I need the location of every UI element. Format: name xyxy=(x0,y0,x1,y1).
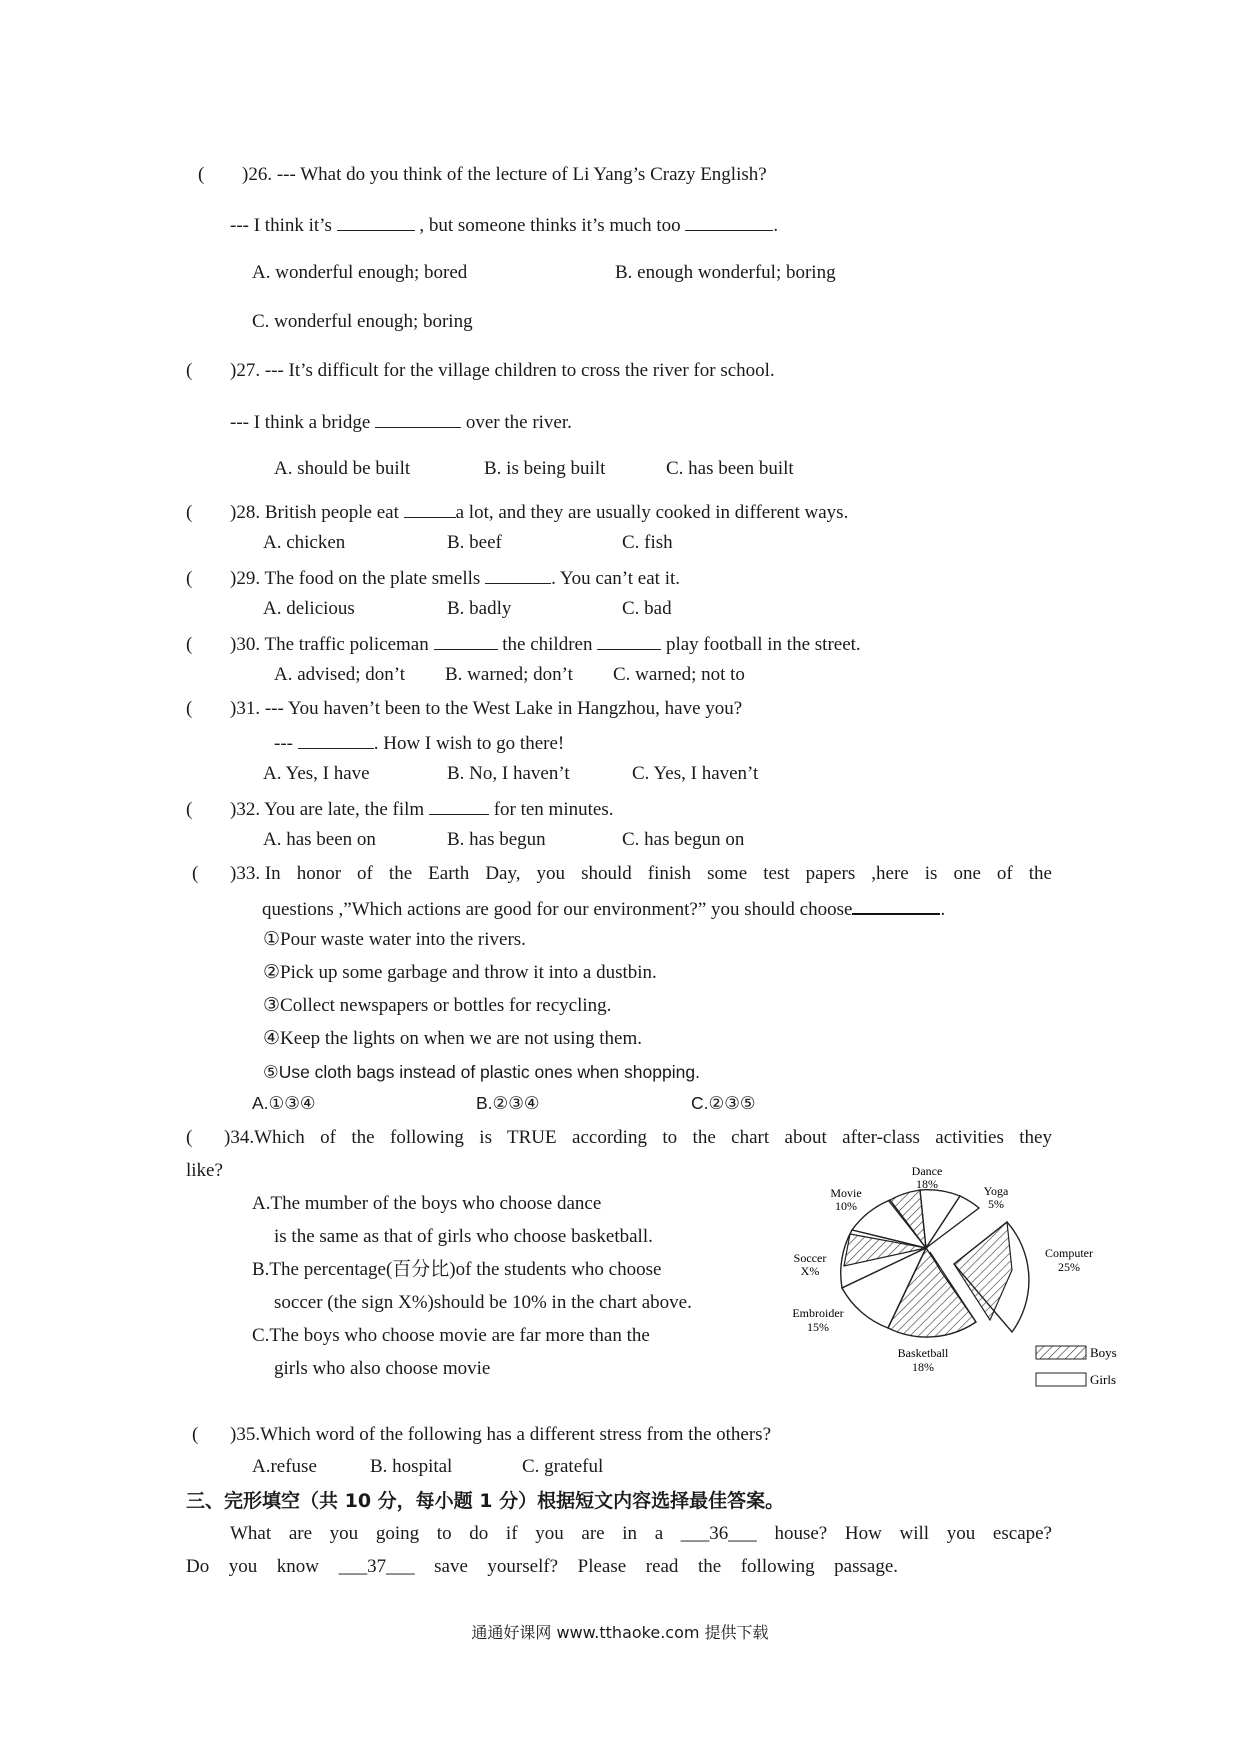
q32-option-c: C. has begun on xyxy=(622,829,745,850)
blank xyxy=(375,409,461,428)
blank xyxy=(597,631,661,650)
question-33-line2: questions ,”Which actions are good for our environment?” you should choose . xyxy=(262,895,945,922)
value-soccer: X% xyxy=(800,1264,820,1278)
question-27-reply: --- I think a bridge over the river. xyxy=(230,409,572,435)
q35-option-b: B. hospital xyxy=(370,1456,453,1477)
answer-bracket[interactable]: ( xyxy=(186,634,193,655)
answer-bracket[interactable]: ( xyxy=(186,568,193,589)
blank xyxy=(429,796,489,815)
q30-option-c: C. warned; not to xyxy=(613,664,745,685)
value-movie: 10% xyxy=(835,1199,857,1213)
q33-option-c: C.②③⑤ xyxy=(691,1093,756,1113)
q33-item-2: ②Pick up some garbage and throw it into a dustbin. xyxy=(263,962,657,983)
question-26-reply: --- I think it’s , but someone thinks it’s much too . xyxy=(230,212,778,238)
question-29-stem: ( )29. The food on the plate smells . You can’t eat it. xyxy=(186,565,680,591)
activities-pie-chart xyxy=(780,1160,1130,1395)
blank xyxy=(685,212,773,231)
blank xyxy=(852,895,940,915)
answer-bracket[interactable]: ( xyxy=(192,1424,199,1445)
blank xyxy=(404,499,456,518)
q28-option-c: C. fish xyxy=(622,532,673,553)
q28-option-b: B. beef xyxy=(447,532,502,553)
question-26-stem: ( )26. --- What do you think of the lecture of Li Yang’s Crazy English? xyxy=(198,164,767,185)
question-31-reply: --- . How I wish to go there! xyxy=(274,730,564,756)
value-computer: 25% xyxy=(1058,1260,1080,1274)
q34-option-a-line2: is the same as that of girls who choose basketball. xyxy=(274,1226,653,1247)
q34-option-a-line1: A.The mumber of the boys who choose dance xyxy=(252,1193,602,1214)
value-embroider: 15% xyxy=(807,1320,829,1334)
q32-option-a: A. has been on xyxy=(263,829,376,850)
blank xyxy=(337,212,415,231)
q29-option-b: B. badly xyxy=(447,598,512,619)
question-34-stem: ( ) 34. Which of the following is TRUE according to the chart about after-class activities they xyxy=(186,1127,1052,1148)
q35-option-a: A.refuse xyxy=(252,1456,317,1477)
section-3-heading: 三、完形填空（共 10 分，每小题 1 分）根据短文内容选择最佳答案。 xyxy=(186,1490,785,1512)
question-27-stem: ( )27. --- It’s difficult for the village children to cross the river for school. xyxy=(186,360,775,381)
q30-option-a: A. advised; don’t xyxy=(274,664,406,685)
value-yoga: 5% xyxy=(988,1197,1004,1211)
q31-option-a: A. Yes, I have xyxy=(263,763,370,784)
answer-bracket[interactable]: ( xyxy=(186,799,193,820)
blank xyxy=(485,565,551,584)
q26-option-a: A. wonderful enough; bored xyxy=(252,262,468,283)
q26-option-c: C. wonderful enough; boring xyxy=(252,311,473,332)
label-embroider: Embroider xyxy=(792,1306,844,1320)
value-basketball: 18% xyxy=(912,1360,934,1374)
label-basketball: Basketball xyxy=(897,1346,949,1360)
question-35-stem: ( )35.Which word of the following has a different stress from the others? xyxy=(192,1424,771,1445)
q34-option-b-line1: B.The percentage(百分比)of the students who choose xyxy=(252,1259,662,1280)
page-footer: 通通好课网 www.tthaoke.com 提供下载 xyxy=(471,1623,769,1642)
label-soccer: Soccer xyxy=(793,1251,827,1265)
q27-option-a: A. should be built xyxy=(274,458,411,479)
q27-option-c: C. has been built xyxy=(666,458,794,479)
q32-option-b: B. has begun xyxy=(447,829,546,850)
q34-option-b-line2: soccer (the sign X%)should be 10% in the chart above. xyxy=(274,1292,692,1313)
legend-swatch-boys xyxy=(1036,1346,1086,1359)
blank xyxy=(298,730,374,749)
legend-boys: Boys xyxy=(1090,1345,1117,1360)
q31-option-c: C. Yes, I haven’t xyxy=(632,763,759,784)
answer-bracket[interactable]: ( xyxy=(186,360,193,381)
question-32-stem: ( )32. You are late, the film for ten minutes. xyxy=(186,796,613,822)
q33-item-4: ④Keep the lights on when we are not using them. xyxy=(263,1028,643,1049)
q31-option-b: B. No, I haven’t xyxy=(447,763,570,784)
q29-option-c: C. bad xyxy=(622,598,672,619)
legend-swatch-girls xyxy=(1036,1373,1086,1386)
q28-option-a: A. chicken xyxy=(263,532,346,553)
answer-bracket[interactable]: ( xyxy=(186,698,193,719)
q33-item-3: ③Collect newspapers or bottles for recycling. xyxy=(263,995,612,1016)
value-dance: 18% xyxy=(916,1177,938,1191)
legend-girls: Girls xyxy=(1090,1372,1116,1387)
label-dance: Dance xyxy=(911,1164,943,1178)
answer-bracket[interactable]: ( xyxy=(186,502,193,523)
q33-option-a: A.①③④ xyxy=(252,1093,316,1113)
question-28-stem: ( )28. British people eat a lot, and they are usually cooked in different ways. xyxy=(186,499,848,525)
q35-option-c: C. grateful xyxy=(522,1456,604,1477)
passage-line-2: Do you know ___37___ save yourself? Please read the following passage. xyxy=(186,1556,898,1577)
answer-bracket[interactable]: ( xyxy=(192,863,199,884)
question-33-stem: ( ) 33. In honor of the Earth Day, you should finish some test papers ,here is one of the xyxy=(192,863,1052,884)
q33-item-1: ①Pour waste water into the rivers. xyxy=(263,929,526,950)
q34-option-c-line1: C.The boys who choose movie are far more than the xyxy=(252,1325,650,1346)
q30-option-b: B. warned; don’t xyxy=(445,664,573,685)
q29-option-a: A. delicious xyxy=(263,598,355,619)
q27-option-b: B. is being built xyxy=(484,458,606,479)
label-movie: Movie xyxy=(830,1186,862,1200)
question-34-line2: like? xyxy=(186,1160,223,1181)
q26-option-b: B. enough wonderful; boring xyxy=(615,262,836,283)
blank xyxy=(434,631,498,650)
question-31-stem: ( )31. --- You haven’t been to the West Lake in Hangzhou, have you? xyxy=(186,698,743,719)
question-30-stem: ( )30. The traffic policeman the children play football in the street. xyxy=(186,631,861,657)
label-computer: Computer xyxy=(1045,1246,1093,1260)
answer-bracket[interactable]: ( xyxy=(198,164,205,185)
q33-option-b: B.②③④ xyxy=(476,1093,540,1113)
q34-option-c-line2: girls who also choose movie xyxy=(274,1358,491,1379)
q33-item-5: ⑤Use cloth bags instead of plastic ones when shopping. xyxy=(263,1062,700,1082)
label-yoga: Yoga xyxy=(983,1184,1009,1198)
answer-bracket[interactable]: ( xyxy=(186,1127,193,1148)
passage-line-1: What are you going to do if you are in a ___36___ house? How will you escape? xyxy=(230,1523,1052,1544)
